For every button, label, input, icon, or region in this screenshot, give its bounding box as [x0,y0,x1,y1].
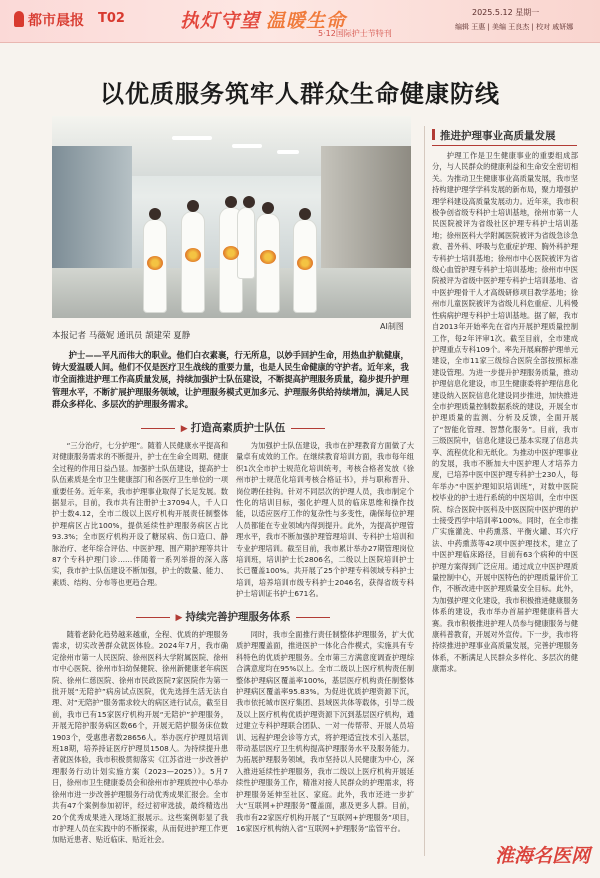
flower-bouquet [260,250,276,264]
column-text: 随着老龄化趋势越来越重，全程、优质的护理服务需求，切实改善群众就医体验。2024年7月，我市确定徐州市第一人民医院、徐州医科大学附属医院、徐州市中心医院、徐州市妇幼保健院、徐州新健康老年病医院、徐州仁慈医院、徐州市民政医院7家医院作为第一批开展“无陪护”病房试点医院，优先选择生活无法自理、对“无陪护”服务需求较大的病区进行试点，截至目前，我市已有15家医疗机构开展“无陪护”护理服务，开展无陪护服务病区数66个，开展无陪护服务床位数1903个，受惠患者数28656人。举办医疗护理员培训班18期，培养持证医疗护理员1508人。为持续提升患者就医体验，我市积极贯彻落实《江苏省进一步改善护理服务行动计划实施方案（2023—2025）》。5月7日，徐州市卫生健康委员会和徐州市护理质控中心举办徐州市进一步改善护理服务行动优秀成果汇报会。全市共有47个案例参加初评，经过初审选拔，最终精选出20个优秀成果进入现场汇报展示。这些案例彰显了我市护理人员在实践中的不断探索，从而促进护理工作更加贴近患者、贴近临床、贴近社会。 [52,630,228,845]
column-team-left [52,440,228,600]
page-header [0,0,600,43]
flower-bouquet [297,256,313,270]
site-watermark: 淮海名医网 [494,845,590,867]
section-heading-text: 推进护理事业高质量发展 [440,130,556,142]
slogan-part-b: 温暖生命 [266,10,347,32]
ceiling-light [232,144,262,148]
photo-credit: AI制图 [380,322,404,331]
section-heading-team [52,420,414,435]
column-divider [424,126,425,856]
special-issue-label: 5·12国际护士节特刊 [318,29,392,38]
column-text: “三分治疗，七分护理”。随着人民健康水平提高和对健康服务需求的不断提升，护士在生命全周期、健康全过程的作用日益凸显。加强护士队伍建设，提高护士队伍素质是全市卫生健康部门和各医疗卫生单位的一项重要任务。近年来，我市护理事业取得了长足发展。数据显示，目前，我市共有注册护士37094人，千人口护士数4.12，全市二级以上医疗机构开展责任制整体护理病区占比100%，提供延续性护理服务病区占比93.3%；全市医疗机构开设了糖尿病、伤口造口、静脉治疗、老年综合评估、中医护理、围产期护理等共计87个专科护理门诊……伴随着一系列举措的深入落实，我市护士队伍建设不断加强，护士的数量、能力、素质、结构、分布等也更趋合理。 [52,441,228,587]
column-system-right [236,629,414,854]
ceiling-light [277,150,299,154]
lead-paragraph: 护士——平凡而伟大的职业。他们白衣素裹，行无所息，以妙手回护生命，用热血护航健康，铸大爱温暖人间。他们不仅是医疗卫生战线的重要力量，也是人民生命健康的守护者。近年来，我市全面推进护理工作高质量发展，持续加强护士队伍建设，不断提高护理服务质量，稳步提升护理管理水平，不断扩展护理服务领域，让护理服务模式更加多元、护理服务供给持续增加，满足人民群众多样化、多层次的护理服务需求。 [52,350,409,409]
article-lead [52,349,414,410]
article-byline: 本报记者 马薇妮 通讯员 颉建荣 夏静 [52,331,191,341]
nurse-figure [182,212,204,312]
page-section-code: T02 [98,11,125,26]
column-text: 同时，我市全面推行责任制整体护理服务，扩大优质护理覆盖面，推进医护一体化合作模式，实施具有专科特色的优质护理服务。全市第三方满意度调查护理综合满意度均在95%以上。全市二级以上医疗机构责任制整体护理病区覆盖率100%，基层医疗机构责任制整体护理病区覆盖率95.83%。为促进优质护理资源下沉，我市依托城市医疗集团、县域医共体等载体，引导二级及以上医疗机构优质护理资源下沉到基层医疗机构，通过建立专科护理联合团队、一对一传帮带、开展人员培训、远程护理会诊等方式，将护理适宜技术引入基层，带动基层医疗卫生机构提高护理服务水平及服务能力。为拓展护理服务领域，我市坚持以人民健康为中心，深入推进延续性护理服务，我市二级以上医疗机构开展延续性护理服务工作，精准对接人民群众的护理需求，将护理服务延伸至社区、家庭。此外，我市还进一步扩大“互联网+护理服务”覆盖面，惠及更多人群。目前，我市有22家医疗机构开展了“互联网+护理服务”项目，16家医疗机构纳入省“互联网+护理服务”监管平台。 [236,630,414,833]
editor-credits: 编辑 王惠 | 美编 王良杰 | 校对 戚妍娜 [455,23,574,31]
issue-date: 2025.5.12 星期一 [472,8,540,17]
nurse-figure [238,208,254,278]
slogan-part-a: 执灯守望 [180,10,261,32]
section-heading-system [52,609,414,624]
ceiling-light [172,136,212,140]
column-team-right [236,440,414,600]
heading-bar-icon [432,129,435,140]
article-title: 以优质服务筑牢人群众生命健康防线 [100,80,500,108]
column-development [432,150,578,845]
triangle-icon: ▶ [180,424,188,434]
section-heading-text: 打造高素质护士队伍 [190,422,286,434]
column-text: 护理工作是卫生健康事业的重要组成部分，与人民群众的健康利益和生命安全密切相关。为推动卫生健康事业高质量发展，我市坚持构建护理学学科发展的新布局，聚力增强护理学科建设高质量发展动力。近年来，我市积极争创省级专科护士培训基地，徐州市第一人民医院被评为省级社区护理专科护士培训基地；徐州医科大学附属医院被评为省级急诊急救、普外科、呼吸与危重症护理、胸外科护理专科护士培训基地；徐州市中心医院被评为省级心血管护理专科护士培训基地；徐州市中医院被评为省级中医护理专科护士培训基地、省中医护理骨干人才高级研修项目教学基地；徐州市儿童医院被评为省级儿科危重症、儿科慢性病病护理专科护士培训基地。据了解，我市自2013年开始率先在省内开展护理质量控制工作，每2年评审1次。截至目前，全市建成护理重点专科109个。率先开展麻醉护理单元建设，全市11家三级综合医院全部按照标准建设管理。为进一步提升护理服务质量，推动护理信息化建设，市卫生健康委将护理信息化建设纳入医院信息化建设同步推进，加快推进全市护理质量控制数据系统的建设，开展全市护理质量的监测、分析及反馈，全面开展了“智能化管理、智慧化服务”。目前，我市三级医院中，信息化建设已基本实现了信息共享、流程优化和无纸化。为推动中医护理事业的发展，我市不断加大中医护理人才培养力度，已培养中医中医护理专科护士230人，每年举办“中医护理知识培训班”，对数中医院校毕业的护士进行系统的中医培训，全市中医院、综合医院中医科及中医医院中医护理的护士接受西学中培训率100%。同时，在全市推广实施灌洗、中药熏蒸、平衡火罐、耳穴疗法、中药熏蒸等42项中医护理技术，建立了中医护理临床路径，目前有63个病种的中医护理方案得到广泛应用。通过成立中医护理质量控制中心，开展中医特色的护理质量评价工作，不断改进中医护理质量安全目标。此外，为加强护理文化建设，我市积极推进健康服务体系的建设，我市举办首届护理健康科普大赛。我市积极推进护理人员参与健康服务与健康科普教育，开展对外宣传。下一步，我市将持续推进护理事业高质量发展，完善护理服务体系，不断满足人民群众多样化、多层次的健康需求。 [432,151,578,674]
triangle-icon: ▶ [175,613,183,623]
section-heading-development [432,128,577,146]
flower-bouquet [223,246,239,260]
lamp-icon [14,11,24,27]
newspaper-logo: 都市晨报 [28,13,84,29]
flower-bouquet [185,248,201,262]
column-text: 为加强护士队伍建设，我市在护理教育方面做了大量卓有成效的工作。在继续教育培训方面，我市每年组织1次全市护士规范化培训统考，考核合格者发放《徐州市护士规范化培训考核合格证书》，并与职称晋升、岗位聘任挂钩。针对不同层次的护理人员，我市制定个性化的培训目标，强化护理人员的临床思维和操作技能，以适应医疗工作的复杂性与多变性，确保每位护理人员都能在专业领域内得到提升。此外，为提高护理管理水平，我市不断加强护理管理培训、专科护士培训和专业护理培训。截至目前，我市累计举办27期管理岗位培训班，培训护士长2806名，二级以上医院培训护士长已覆盖100%。共开展了25个护理专科领域专科护士培训，培养培训市级专科护士2046名，获得省级专科护士培训证书护士671名。 [236,441,414,599]
flower-bouquet [147,256,163,270]
article-photo [52,116,411,318]
column-system-left [52,629,228,854]
section-heading-text: 持续完善护理服务体系 [185,611,291,623]
